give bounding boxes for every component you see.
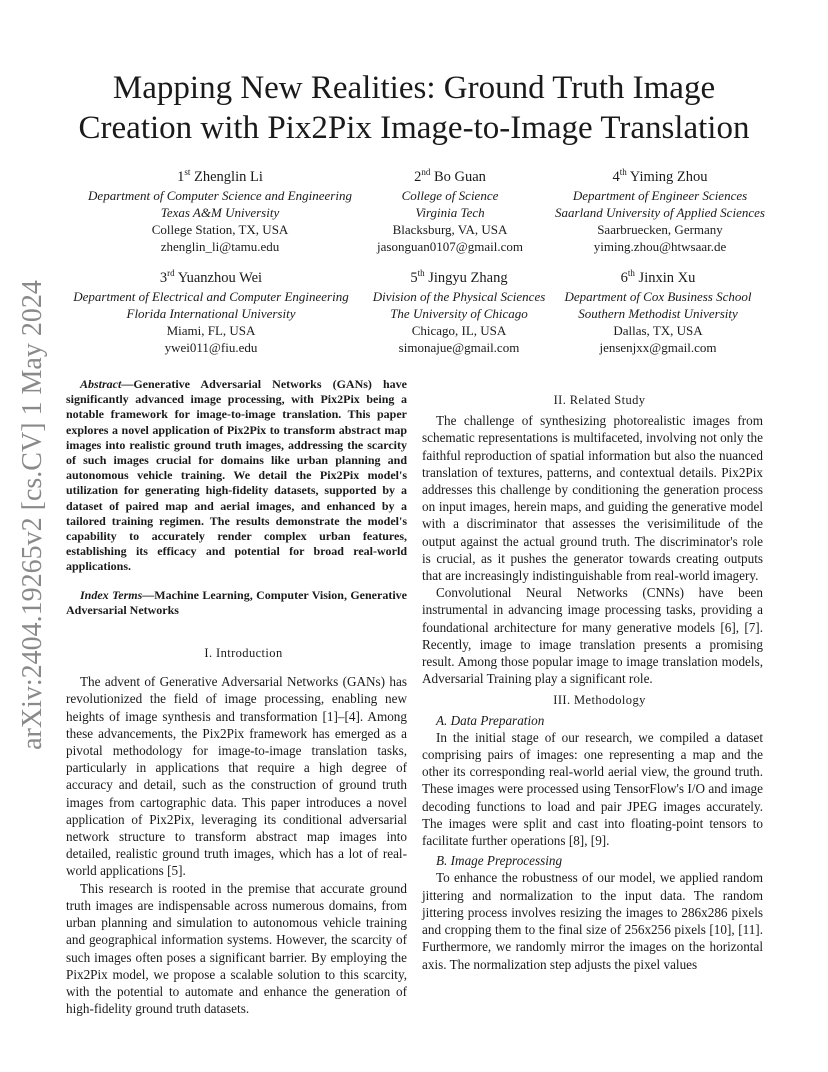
author-organization: The University of Chicago — [390, 305, 528, 321]
data-preparation-paragraph: In the initial stage of our research, we compiled a dataset comprising pairs of images: one representing a map and the other its corresponding real-world aerial view, the ground truth. These images were processed using TensorFlow's I/O and image decoding functions to load and pair JPEG images accurately. The images were split and cast into floating-point tensors to facilitate further operations [8], [9]. — [422, 729, 763, 849]
subsection-heading-data-preparation: A. Data Preparation — [436, 712, 545, 728]
section-heading-methodology: III. Methodology — [553, 693, 646, 708]
author-name: 4th Yiming Zhou — [612, 167, 708, 185]
author-organization: Southern Methodist University — [578, 305, 738, 321]
abstract-body: —Generative Adversarial Networks (GANs) have significantly advanced image processing, with Pix2Pix being a notable framework for image-to-image translation. This paper explores a novel application of Pix2Pix to transform abstract map images into realistic ground truth images, addressing the scarcity of such images crucial for domains like urban planning and autonomous vehicle training. We detail the Pix2Pix model's utilization for generating high-fidelity datasets, supported by a dataset of paired map and aerial images, and enhanced by a tailored training regimen. The results demonstrate the model's capability to accurately render complex urban features, establishing its efficacy and potential for broad real-world applications. — [66, 377, 407, 574]
author-location: Blacksburg, VA, USA — [392, 221, 508, 237]
author-location: Dallas, TX, USA — [613, 322, 703, 338]
abstract-label: Abstract — [80, 377, 122, 391]
author-name: 5th Jingyu Zhang — [410, 268, 508, 286]
author-department: College of Science — [401, 187, 499, 203]
author-email: yiming.zhou@htwsaar.de — [593, 238, 727, 254]
left-column — [66, 377, 407, 1017]
author-department: Division of the Physical Sciences — [372, 288, 546, 304]
section-heading-introduction: I. Introduction — [204, 646, 283, 661]
author-email: zhenglin_li@tamu.edu — [160, 238, 280, 254]
author-email: ywei011@fiu.edu — [164, 339, 258, 355]
arxiv-identifier-stamp: arXiv:2404.19265v2 [cs.CV] 1 May 2024 — [17, 280, 48, 750]
author-location: College Station, TX, USA — [151, 221, 289, 237]
author-location: Miami, FL, USA — [166, 322, 256, 338]
author-location: Chicago, IL, USA — [411, 322, 507, 338]
author-block — [360, 162, 540, 255]
author-organization: Florida International University — [126, 305, 296, 321]
author-name: 2nd Bo Guan — [414, 167, 486, 185]
section-heading-related-study: II. Related Study — [553, 393, 646, 407]
index-terms — [66, 588, 407, 618]
index-terms-label: Index Terms — [80, 587, 143, 602]
author-department: Department of Engineer Sciences — [572, 187, 748, 203]
author-name: 1st Zhenglin Li — [177, 167, 263, 185]
author-name: 3rd Yuanzhou Wei — [159, 268, 263, 286]
related-paragraph-2: Convolutional Neural Networks (CNNs) have been instrumental in advancing image processing tasks, providing a foundational architecture for many generative models [6], [7]. Recently, image to image translation presents a promising result. Among those popular image to image translation models, Adversarial Training play a significant role. — [422, 585, 763, 687]
author-block — [554, 263, 762, 356]
author-block — [540, 162, 780, 255]
intro-paragraph-1: The advent of Generative Adversarial Networks (GANs) has revolutionized the field of image processing, enabling new heights of image synthesis and transformation [1]–[4]. Among these advancements, the Pix2Pix framework has emerged as a pivotal methodology for image-to-image translation tasks, particularly in applications that require a high degree of accuracy and detail, such as the construction of ground truth images from cartographic data. This paper introduces a novel application of Pix2Pix, leveraging its conditional adversarial network structure to transform abstract map images into detailed, realistic ground truth images, which has a lot of real-world applications [5]. — [66, 674, 407, 879]
paper-title-line-1: Mapping New Realities: Ground Truth Image — [112, 70, 716, 106]
index-terms-body: —Machine Learning, Computer Vision, Generative Adversarial Networks — [66, 587, 407, 617]
author-location: Saarbruecken, Germany — [597, 221, 723, 237]
author-organization: Saarland University of Applied Sciences — [555, 204, 765, 220]
right-column — [422, 392, 763, 973]
author-name: 6th Jinxin Xu — [620, 268, 696, 286]
author-department: Department of Cox Business School — [564, 288, 752, 304]
paper-title-line-2: Creation with Pix2Pix Image-to-Image Translation — [78, 110, 750, 146]
author-department: Department of Electrical and Computer Engineering — [73, 288, 349, 304]
abstract — [66, 377, 407, 575]
author-email: jasonguan0107@gmail.com — [377, 238, 523, 254]
related-paragraph-1: The challenge of synthesizing photorealistic images from schematic representations is multifaceted, involving not only the faithful reproduction of spatial information but also the nuanced translation of textures, patterns, and contextual details. Pix2Pix addresses this challenge by conditioning the generation process on input images, herein maps, and guiding the generative model with a discriminator that assesses the verisimilitude of the output against the actual ground truth. The discriminator's role is crucial, as it pushes the generator towards creating outputs that are increasingly indistinguishable from real-world imagery. — [422, 413, 763, 584]
preprocessing-paragraph: To enhance the robustness of our model, we applied random jittering and normalization to the input data. The random jittering process involves resizing the images to 286x286 pixels and cropping them to the final size of 256x256 pixels [10], [11]. Furthermore, we randomly mirror the images on the horizontal axis. The normalization step adjusts the pixel values — [422, 870, 763, 972]
paper-title — [40, 68, 788, 148]
author-email: simonajue@gmail.com — [398, 339, 520, 355]
author-department: Department of Computer Science and Engineering — [88, 187, 352, 203]
subsection-heading-image-preprocessing: B. Image Preprocessing — [436, 853, 563, 869]
author-organization: Texas A&M University — [160, 204, 280, 220]
intro-paragraph-2: This research is rooted in the premise that accurate ground truth images are indispensable across numerous domains, from urban planning and simulation to autonomous vehicle training and geographical information systems. However, the scarcity of such images often poses a significant barrier. By employing the Pix2Pix model, we propose a scalable solution to this scarcity, with the potential to automate and enhance the generation of high-fidelity ground truth datasets. — [66, 880, 407, 1017]
author-block — [60, 263, 362, 356]
author-organization: Virginia Tech — [415, 204, 485, 220]
author-block — [362, 263, 556, 356]
author-block — [70, 162, 370, 255]
author-email: jensenjxx@gmail.com — [599, 339, 717, 355]
